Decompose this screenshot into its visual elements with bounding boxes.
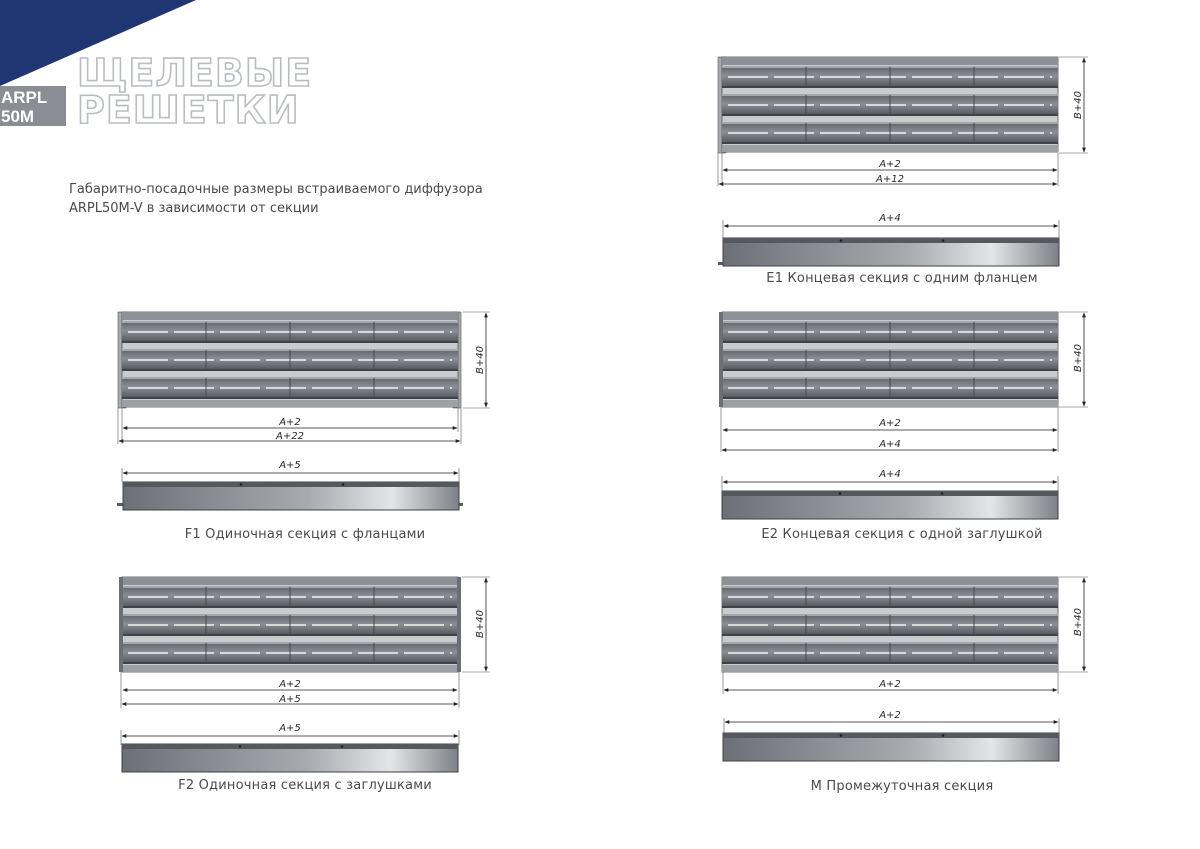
caption-m: M Промежуточная секция: [810, 779, 994, 794]
profile-side-view: [723, 733, 1059, 761]
e1-outer-width-dim: A+12: [876, 174, 904, 185]
profile-side-view: [123, 482, 459, 510]
end-cap-left: [719, 312, 723, 407]
badge-line2: 50M: [1, 107, 35, 126]
section-m-drawing: [722, 577, 1088, 761]
section-e2-drawing: [719, 312, 1088, 519]
f2-height-dim: B+40: [475, 610, 486, 638]
title-line1: ЩЕЛЕВЫЕ: [77, 51, 313, 95]
title-line2: РЕШЕТКИ: [77, 88, 300, 132]
e2-outer-width-dim: A+4: [879, 439, 901, 450]
m-profile-width-dim: A+2: [879, 710, 901, 721]
e2-profile-width-dim: A+4: [879, 469, 901, 480]
f1-profile-width-dim: A+5: [279, 460, 301, 471]
profile-side-view: [722, 491, 1058, 519]
end-cap-right: [457, 577, 461, 672]
caption-f1: F1 Одиночная секция с фланцами: [184, 527, 426, 542]
badge-line1: ARPL: [1, 88, 48, 107]
section-f2-drawing: [119, 577, 490, 772]
subtitle-line2: ARPL50M-V в зависимости от секции: [69, 201, 319, 216]
grille-front-view: [122, 312, 458, 407]
grille-front-view: [722, 577, 1058, 672]
end-cap-left: [119, 577, 123, 672]
e1-inner-width-dim: A+2: [879, 159, 901, 170]
m-height-dim: B+40: [1073, 608, 1084, 636]
profile-side-view: [122, 744, 458, 772]
subtitle-line1: Габаритно-посадочные размеры встраиваемого диффузора: [69, 182, 483, 197]
section-f1-drawing: [117, 312, 490, 510]
e2-height-dim: B+40: [1073, 344, 1084, 372]
f2-inner-width-dim: A+2: [279, 679, 301, 690]
f2-profile-width-dim: A+5: [279, 723, 301, 734]
f2-outer-width-dim: A+5: [279, 694, 301, 705]
grille-front-view: [722, 57, 1058, 152]
e2-inner-width-dim: A+2: [879, 418, 901, 429]
section-e1-drawing: [718, 57, 1088, 266]
grille-front-view: [122, 577, 458, 672]
profile-side-view: [723, 238, 1059, 266]
caption-f2: F2 Одиночная секция с заглушками: [178, 778, 432, 793]
e1-height-dim: B+40: [1073, 91, 1084, 119]
f1-inner-width-dim: A+2: [279, 417, 301, 428]
caption-e1: E1 Концевая секция с одним фланцем: [766, 271, 1038, 286]
grille-front-view: [722, 312, 1058, 407]
f1-outer-width-dim: A+22: [276, 431, 304, 442]
f1-height-dim: B+40: [475, 346, 486, 374]
m-inner-width-dim: A+2: [879, 679, 901, 690]
caption-e2: E2 Концевая секция с одной заглушкой: [761, 527, 1043, 542]
e1-profile-width-dim: A+4: [879, 213, 901, 224]
